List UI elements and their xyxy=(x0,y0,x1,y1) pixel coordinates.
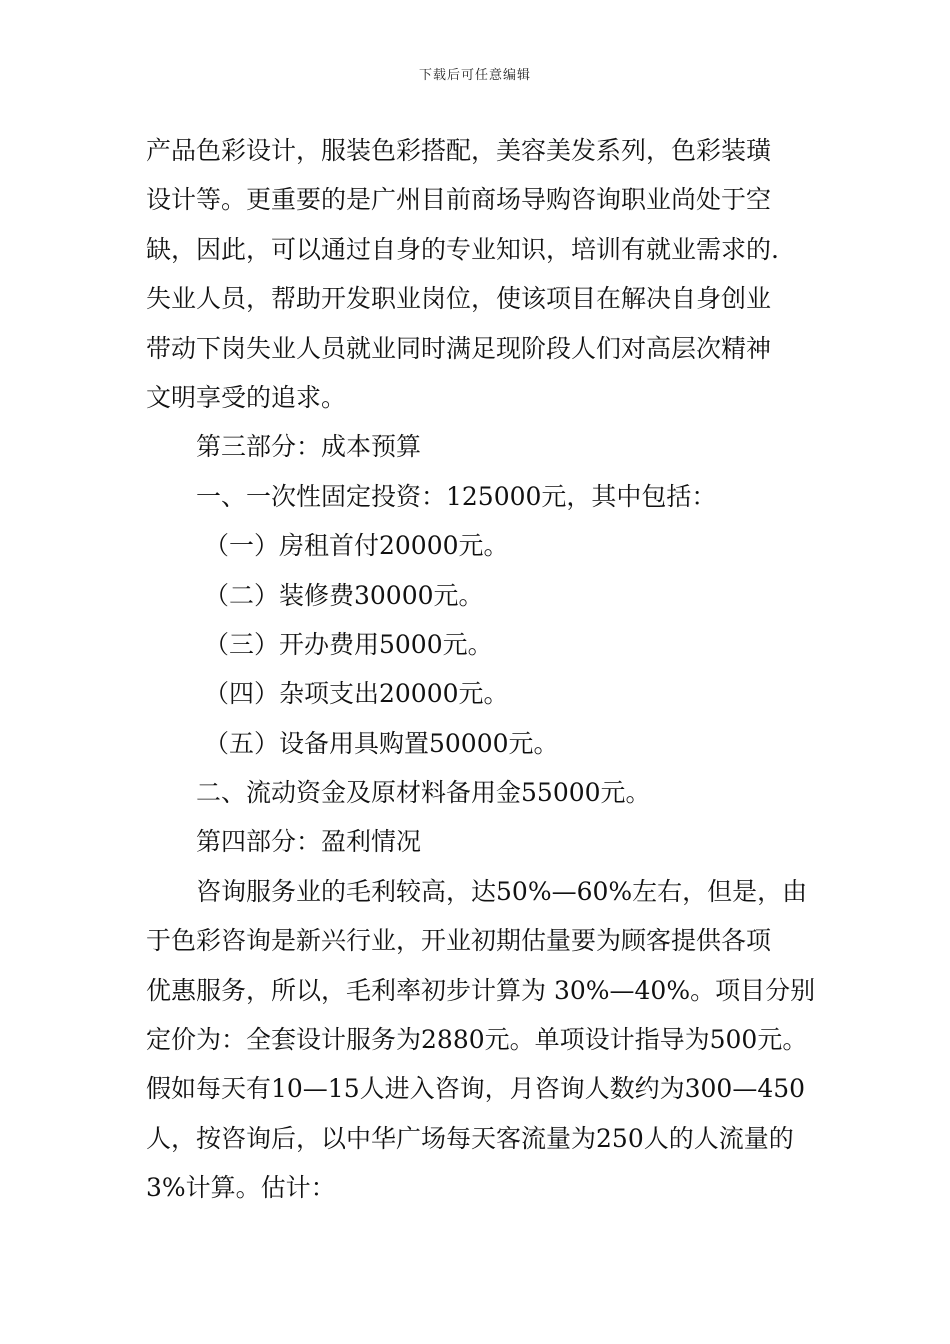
text-line: 定价为：全套设计服务为2880元。单项设计指导为500元。 xyxy=(146,1025,808,1055)
list-item: （一）房租首付20000元。 xyxy=(204,531,509,561)
text-line: 文明享受的追求。 xyxy=(146,382,347,412)
text-line: 假如每天有10—15人进入咨询，月咨询人数约为300—450 xyxy=(146,1074,806,1104)
list-item: （三）开办费用5000元。 xyxy=(204,629,493,659)
text-line: 设计等。更重要的是广州目前商场导购咨询职业尚处于空 xyxy=(146,185,772,215)
text-line: 优惠服务，所以，毛利率初步计算为 30%—40%。项目分别 xyxy=(146,975,816,1005)
text-line: 二、流动资金及原材料备用金55000元。 xyxy=(196,778,651,808)
list-item: （四）杂项支出20000元。 xyxy=(204,679,509,709)
text-line: 咨询服务业的毛利较高，达50%—60%左右，但是，由 xyxy=(196,876,808,906)
text-line: 产品色彩设计，服装色彩搭配，美容美发系列，色彩装璜 xyxy=(146,136,772,165)
text-line: 带动下岗失业人员就业同时满足现阶段人们对高层次精神 xyxy=(146,333,772,363)
text-line: 于色彩咨询是新兴行业，开业初期估量要为顾客提供各项 xyxy=(146,926,772,956)
section-heading: 第三部分：成本预算 xyxy=(196,432,422,462)
text-line: 人，按咨询后，以中华广场每天客流量为250人的人流量的 xyxy=(146,1123,794,1153)
page-header: 下载后可任意编辑 xyxy=(418,68,531,83)
text-line: 一、一次性固定投资：125000元，其中包括： xyxy=(196,481,717,511)
text-line: 缺，因此，可以通过自身的专业知识，培训有就业需求的. xyxy=(146,234,779,264)
document-body xyxy=(146,126,816,1213)
text-line: 3%计算。估计： xyxy=(146,1173,336,1203)
list-item: （五）设备用具购置50000元。 xyxy=(204,728,559,758)
section-heading: 第四部分：盈利情况 xyxy=(196,827,422,857)
list-item: （二）装修费30000元。 xyxy=(204,580,484,610)
text-line: 失业人员，帮助开发职业岗位，使该项目在解决自身创业 xyxy=(146,284,772,314)
